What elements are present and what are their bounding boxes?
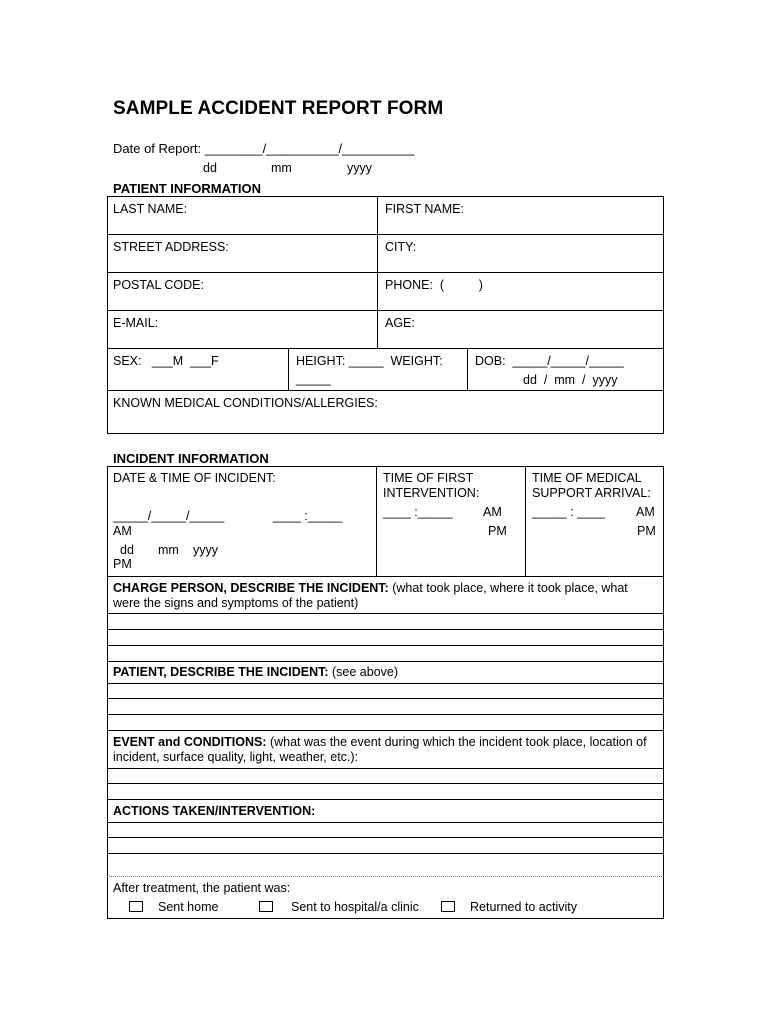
event-conditions-hint: (what was the event during which the incident took place, location of [266,735,647,749]
incident-mm-label: mm [158,543,179,557]
first-intervention-label: TIME OF FIRST [383,471,474,485]
first-intervention-label-2: INTERVENTION: [383,486,480,500]
email-field[interactable]: E-MAIL: [113,316,159,330]
incident-information-heading: INCIDENT INFORMATION [113,451,269,466]
sent-to-hospital-checkbox[interactable] [259,901,273,912]
writing-line[interactable] [107,783,664,784]
dob-format-label: dd / mm / yyyy [523,373,618,387]
event-conditions-hint-line2: incident, surface quality, light, weather, etc.): [113,750,359,764]
writing-line[interactable] [107,853,664,854]
event-conditions-label: EVENT and CONDITIONS: [113,735,267,749]
writing-line[interactable] [107,661,664,662]
writing-line[interactable] [107,698,664,699]
incident-information-table [107,466,664,919]
table-divider [107,576,664,577]
returned-to-activity-checkbox[interactable] [441,901,455,912]
incident-date-time-label: DATE & TIME OF INCIDENT: [113,471,276,485]
writing-line[interactable] [107,799,664,800]
medical-arrival-pm-option[interactable]: PM [637,524,656,538]
table-divider [107,348,664,349]
writing-line[interactable] [107,837,664,838]
charge-person-hint-line2: were the signs and symptoms of the patient) [113,596,359,610]
patient-information-heading: PATIENT INFORMATION [113,181,262,196]
table-divider [467,348,468,390]
returned-to-activity-label: Returned to activity [470,900,577,914]
date-of-report-field[interactable]: Date of Report: ________/__________/__________ [113,141,415,156]
dotted-divider [107,876,664,877]
sex-field[interactable]: SEX: ___M ___F [113,354,219,368]
medical-arrival-am-option[interactable]: AM [636,505,655,519]
table-divider [376,466,377,576]
after-treatment-label: After treatment, the patient was: [113,881,291,895]
table-divider [107,310,664,311]
actions-taken-label: ACTIONS TAKEN/INTERVENTION: [113,804,316,818]
sent-to-hospital-label: Sent to hospital/a clinic [291,900,419,914]
street-address-field[interactable]: STREET ADDRESS: [113,240,229,254]
event-conditions-prompt [113,735,647,750]
postal-code-field[interactable]: POSTAL CODE: [113,278,204,292]
writing-line[interactable] [107,683,664,684]
table-divider [107,272,664,273]
incident-time-field[interactable]: ____ :_____ [273,509,343,523]
writing-line[interactable] [107,613,664,614]
table-divider [288,348,289,390]
medical-arrival-label-2: SUPPORT ARRIVAL: [532,486,651,500]
table-divider [525,466,526,576]
sent-home-label: Sent home [158,900,219,914]
incident-pm-option[interactable]: PM [113,557,132,571]
first-intervention-am-option[interactable]: AM [483,505,502,519]
writing-line[interactable] [107,645,664,646]
phone-field[interactable]: PHONE: ( ) [385,278,483,292]
city-field[interactable]: CITY: [385,240,417,254]
date-dd-label: dd [203,161,217,175]
incident-yyyy-label: yyyy [193,543,218,557]
medical-arrival-label: TIME OF MEDICAL [532,471,642,485]
writing-line[interactable] [107,730,664,731]
date-yyyy-label: yyyy [347,161,372,175]
first-intervention-pm-option[interactable]: PM [488,524,507,538]
patient-describe-hint: (see above) [328,665,399,679]
incident-date-field[interactable]: _____/_____/_____ [113,509,225,523]
first-intervention-time-field[interactable]: ____ :_____ [383,505,453,519]
medical-arrival-time-field[interactable]: _____ : ____ [532,505,605,519]
table-divider [107,234,664,235]
last-name-field[interactable]: LAST NAME: [113,202,188,216]
incident-dd-label: dd [120,543,134,557]
sent-home-checkbox[interactable] [129,901,143,912]
charge-person-prompt [113,581,628,596]
table-divider [377,196,378,348]
incident-am-option[interactable]: AM [113,524,132,538]
first-name-field[interactable]: FIRST NAME: [385,202,464,216]
height-weight-field[interactable]: HEIGHT: _____ WEIGHT: [296,354,443,368]
charge-person-label: CHARGE PERSON, DESCRIBE THE INCIDENT: [113,581,389,595]
medical-conditions-field[interactable]: KNOWN MEDICAL CONDITIONS/ALLERGIES: [113,396,378,410]
writing-line[interactable] [107,629,664,630]
writing-line[interactable] [107,768,664,769]
writing-line[interactable] [107,714,664,715]
patient-describe-label: PATIENT, DESCRIBE THE INCIDENT: [113,665,329,679]
form-title: SAMPLE ACCIDENT REPORT FORM [113,98,444,119]
dob-field[interactable]: DOB: _____/_____/_____ [475,354,624,368]
patient-describe-prompt [113,665,398,680]
height-weight-line[interactable]: _____ [296,372,331,386]
table-divider [107,390,664,391]
charge-person-hint: (what took place, where it took place, what [388,581,628,595]
writing-line[interactable] [107,822,664,823]
date-mm-label: mm [271,161,292,175]
age-field[interactable]: AGE: [385,316,415,330]
